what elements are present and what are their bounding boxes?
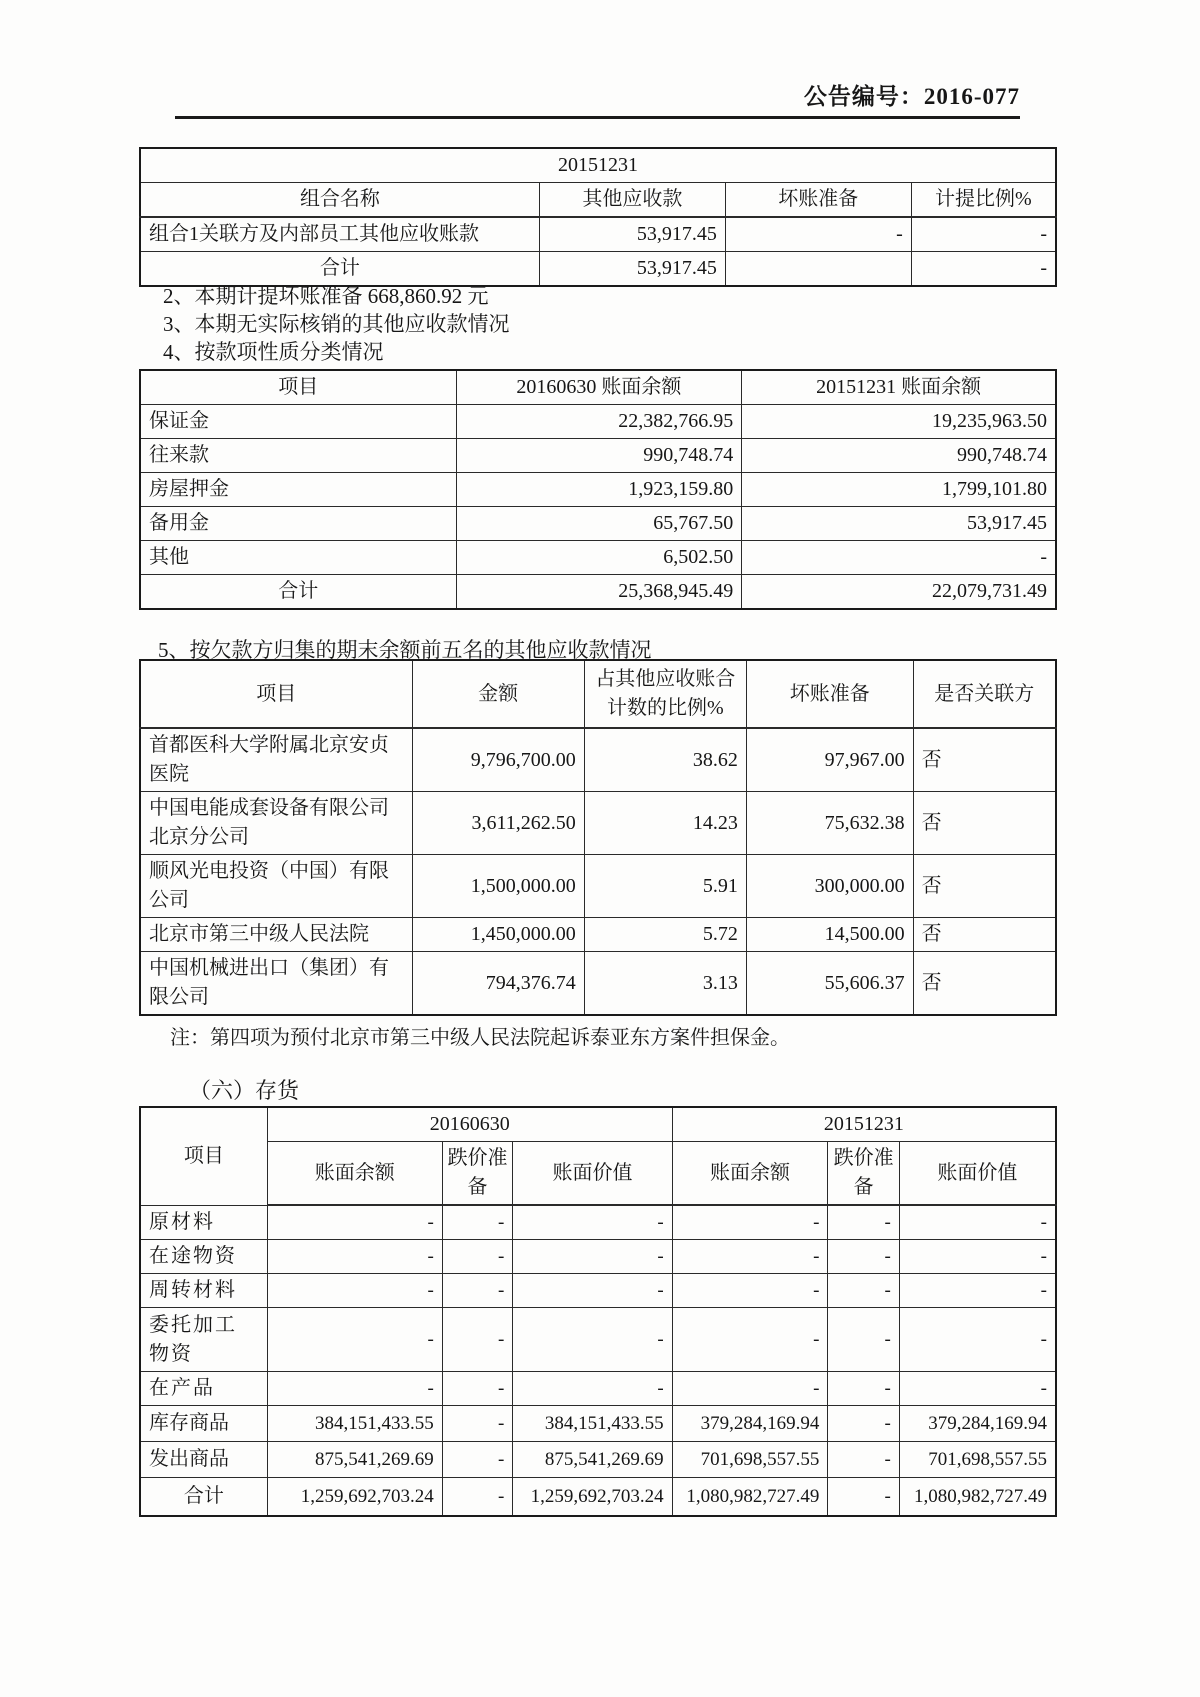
table-title-cell: 20151231 [140,148,1056,183]
header-cell: 坏账准备 [746,660,913,728]
data-cell: - [267,1274,442,1308]
data-cell: - [442,1240,513,1274]
data-cell: 北京市第三中级人民法院 [140,918,412,952]
table-row [140,1406,1056,1442]
data-cell: 合计 [140,252,539,287]
data-cell: 794,376.74 [412,952,584,1016]
data-cell: - [725,217,911,252]
data-cell: - [442,1442,513,1478]
table-row [140,1308,1056,1372]
data-cell: - [267,1205,442,1240]
data-cell: - [828,1308,899,1372]
table-row [140,507,1056,541]
section-5-heading: 5、按欠款方归集的期末余额前五名的其他应收款情况 [158,638,652,662]
table-row [140,541,1056,575]
data-cell: 300,000.00 [746,855,913,918]
data-cell: - [672,1274,828,1308]
data-cell: 701,698,557.55 [899,1442,1056,1478]
doc-number: 公告编号：2016-077 [803,84,1020,109]
data-cell: - [828,1478,899,1516]
data-cell: 房屋押金 [140,473,456,507]
data-cell: - [513,1372,672,1406]
table-row [140,1372,1056,1406]
data-cell: 保证金 [140,405,456,439]
data-cell: 379,284,169.94 [672,1406,828,1442]
data-cell: - [742,541,1056,575]
data-cell: - [442,1478,513,1516]
data-cell: 5.72 [584,918,746,952]
data-cell: 1,923,159.80 [456,473,742,507]
table-row [140,1205,1056,1240]
data-cell: - [672,1372,828,1406]
data-cell: 990,748.74 [742,439,1056,473]
header-cell: 账面价值 [899,1142,1056,1206]
data-cell: 1,450,000.00 [412,918,584,952]
header-cell: 账面余额 [267,1142,442,1206]
data-cell: - [899,1205,1056,1240]
data-cell: - [442,1205,513,1240]
data-cell: 701,698,557.55 [672,1442,828,1478]
data-cell: 875,541,269.69 [513,1442,672,1478]
data-cell: 否 [913,728,1056,792]
data-cell: - [267,1372,442,1406]
data-cell: - [828,1406,899,1442]
header-cell: 20160630 账面余额 [456,370,742,405]
data-cell: 其他 [140,541,456,575]
data-cell: - [828,1442,899,1478]
table-row [140,952,1056,1016]
table-row [140,405,1056,439]
data-cell: 379,284,169.94 [899,1406,1056,1442]
data-cell: - [828,1205,899,1240]
data-cell: 组合1关联方及内部员工其他应收账款 [140,217,539,252]
data-cell: 合计 [140,1478,267,1516]
header-rule [175,116,1020,119]
data-cell: 委托加工物资 [140,1308,267,1372]
header-cell: 项目 [140,1107,267,1205]
header-cell: 项目 [140,660,412,728]
data-cell: - [513,1274,672,1308]
data-cell: 否 [913,855,1056,918]
data-cell: - [442,1308,513,1372]
data-cell: 38.62 [584,728,746,792]
data-cell: 库存商品 [140,1406,267,1442]
data-cell: 首都医科大学附属北京安贞医院 [140,728,412,792]
data-cell: 中国电能成套设备有限公司北京分公司 [140,792,412,855]
data-cell: 否 [913,792,1056,855]
data-cell: 1,799,101.80 [742,473,1056,507]
header-cell-period2: 20151231 [672,1107,1056,1142]
data-cell: 55,606.37 [746,952,913,1016]
data-cell: - [513,1205,672,1240]
data-cell: 发出商品 [140,1442,267,1478]
header-cell: 占其他应收账合计数的比例% [584,660,746,728]
data-cell: 1,080,982,727.49 [899,1478,1056,1516]
data-cell: 1,080,982,727.49 [672,1478,828,1516]
data-cell: 1,259,692,703.24 [513,1478,672,1516]
data-cell: 3.13 [584,952,746,1016]
data-cell: 备用金 [140,507,456,541]
receivables-portfolio-table [139,147,1057,287]
header-cell: 20151231 账面余额 [742,370,1056,405]
table-footnote: 注：第四项为预付北京市第三中级人民法院起诉泰亚东方案件担保金。 [170,1027,790,1049]
data-cell: 14,500.00 [746,918,913,952]
data-cell: - [513,1240,672,1274]
paragraph-3: 3、本期无实际核销的其他应收款情况 [163,312,510,336]
table-header-row [140,1107,1056,1142]
data-cell: 1,259,692,703.24 [267,1478,442,1516]
data-cell: 65,767.50 [456,507,742,541]
paragraph-2: 2、本期计提坏账准备 668,860.92 元 [163,284,489,308]
data-cell: - [442,1372,513,1406]
data-cell: 75,632.38 [746,792,913,855]
table-row [140,855,1056,918]
table-row [140,439,1056,473]
table-row [140,217,1056,252]
data-cell: - [267,1308,442,1372]
section-6-heading: （六）存货 [189,1078,300,1103]
data-cell: - [672,1240,828,1274]
data-cell: 在产品 [140,1372,267,1406]
data-cell: - [828,1372,899,1406]
table-total-row [140,1478,1056,1516]
data-cell: 否 [913,918,1056,952]
data-cell: - [899,1240,1056,1274]
table-subheader-row [140,1142,1056,1206]
data-cell: 19,235,963.50 [742,405,1056,439]
header-cell: 项目 [140,370,456,405]
data-cell: - [672,1308,828,1372]
data-cell: - [911,252,1056,287]
data-cell: 原材料 [140,1205,267,1240]
data-cell: 9,796,700.00 [412,728,584,792]
data-cell: 875,541,269.69 [267,1442,442,1478]
table-header-row [140,183,1056,218]
data-cell: - [442,1406,513,1442]
top5-receivables-table [139,659,1057,1016]
nature-classification-table [139,369,1057,610]
data-cell: 1,500,000.00 [412,855,584,918]
table-row [140,1274,1056,1308]
header-cell-period1: 20160630 [267,1107,672,1142]
data-cell: 中国机械进出口（集团）有限公司 [140,952,412,1016]
data-cell: - [828,1274,899,1308]
data-cell: 25,368,945.49 [456,575,742,610]
data-cell: 53,917.45 [539,252,725,287]
data-cell: 384,151,433.55 [267,1406,442,1442]
data-cell: 53,917.45 [742,507,1056,541]
data-cell: - [899,1274,1056,1308]
data-cell: 990,748.74 [456,439,742,473]
table-header-row [140,370,1056,405]
data-cell: - [828,1240,899,1274]
data-cell: 384,151,433.55 [513,1406,672,1442]
table-total-row [140,575,1056,610]
data-cell: 97,967.00 [746,728,913,792]
data-cell: - [899,1308,1056,1372]
data-cell: 53,917.45 [539,217,725,252]
data-cell: - [911,217,1056,252]
header-cell: 坏账准备 [725,183,911,218]
header-cell: 跌价准备 [442,1142,513,1206]
table-row [140,792,1056,855]
data-cell: 3,611,262.50 [412,792,584,855]
header-cell: 账面余额 [672,1142,828,1206]
table-title-row [140,148,1056,183]
inventory-table [139,1106,1057,1517]
data-cell: - [267,1240,442,1274]
header-cell: 账面价值 [513,1142,672,1206]
table-row [140,1240,1056,1274]
data-cell: 14.23 [584,792,746,855]
data-cell: 22,382,766.95 [456,405,742,439]
table-row [140,728,1056,792]
header-cell: 是否关联方 [913,660,1056,728]
data-cell: 往来款 [140,439,456,473]
header-cell: 计提比例% [911,183,1056,218]
data-cell: 周转材料 [140,1274,267,1308]
data-cell: 22,079,731.49 [742,575,1056,610]
data-cell [725,252,911,287]
header-cell: 金额 [412,660,584,728]
data-cell: 否 [913,952,1056,1016]
data-cell: - [513,1308,672,1372]
table-row [140,1442,1056,1478]
data-cell: - [672,1205,828,1240]
header-cell: 组合名称 [140,183,539,218]
table-row [140,918,1056,952]
header-cell: 其他应收款 [539,183,725,218]
data-cell: 6,502.50 [456,541,742,575]
header-cell: 跌价准备 [828,1142,899,1206]
data-cell: - [899,1372,1056,1406]
table-header-row [140,660,1056,728]
data-cell: 顺风光电投资（中国）有限公司 [140,855,412,918]
table-row [140,473,1056,507]
data-cell: 合计 [140,575,456,610]
paragraph-4: 4、按款项性质分类情况 [163,340,384,364]
data-cell: - [442,1274,513,1308]
data-cell: 在途物资 [140,1240,267,1274]
data-cell: 5.91 [584,855,746,918]
